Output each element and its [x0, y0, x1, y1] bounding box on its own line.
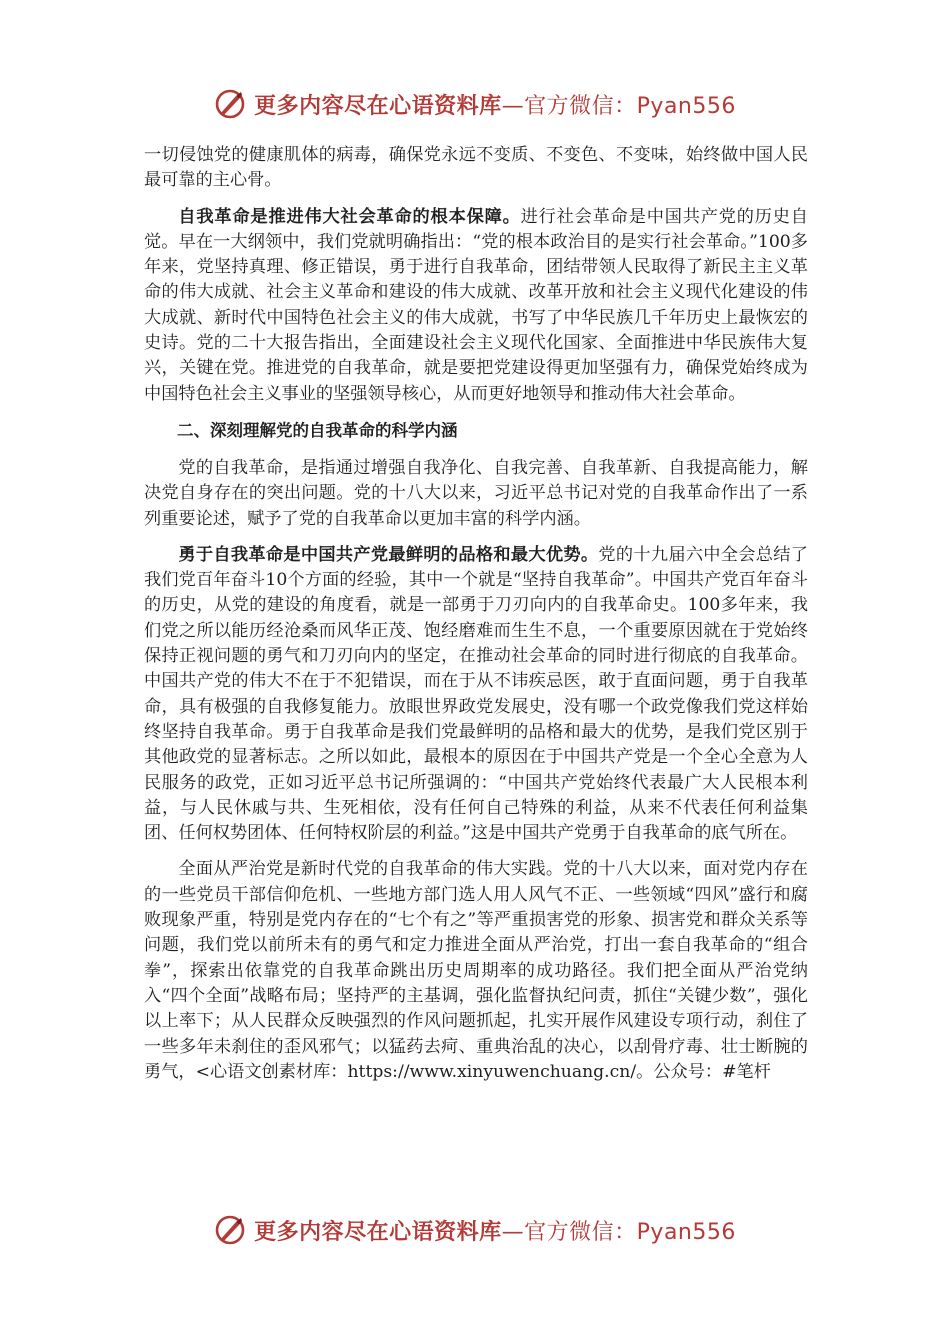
- paragraph-guarantee: 自我革命是推进伟大社会革命的根本保障。进行社会革命是中国共产党的历史自觉。早在一大纲领中，我们党就明确指出：“党的根本政治目的是实行社会革命。”100多年来，党坚持真理、修正错误，勇于进行自我革命，团结带领人民取得了新民主主义革命的伟大成就、社会主义革命和建设的伟大成就、改革开放和社会主义现代化建设的伟大成就、新时代中国特色社会主义的伟大成就，书写了中华民族几千年历史上最恢宏的史诗。党的二十大报告指出，全面建设社会主义现代化国家、全面推进中华民族伟大复兴，关键在党。推进党的自我革命，就是要把党建设得更加坚强有力，确保党始终成为中国特色社会主义事业的坚强领导核心，从而更好地领导和推动伟大社会革命。: [144, 206, 808, 404]
- section-heading: 二、深刻理解党的自我革命的科学内涵: [177, 420, 458, 440]
- pen-logo-icon: [214, 1214, 246, 1246]
- paragraph-character: 勇于自我革命是中国共产党最鲜明的品格和最大优势。党的十九届六中全会总结了我们党百年奋斗10个方面的经验，其中一个就是“坚持自我革命”。中国共产党百年奋斗的历史，从党的建设的角度看，就是一部勇于刀刃向内的自我革命史。100多年来，我们党之所以能历经沧桑而风华正茂、饱经磨难而生生不息，一个重要原因就在于党始终保持正视问题的勇气和刀刃向内的坚定，在推动社会革命的同时进行彻底的自我革命。中国共产党的伟大不在于不犯错误，而在于从不讳疾忌医，敢于直面问题，勇于自我革命，具有极强的自我修复能力。放眼世界政党发展史，没有哪一个政党像我们党这样始终坚持自我革命。勇于自我革命是我们党最鲜明的品格和最大的优势，是我们党区别于其他政党的显著标志。之所以如此，最根本的原因在于中国共产党是一个全心全意为人民服务的政党，正如习近平总书记所强调的：“中国共产党始终代表最广大人民根本利益，与人民休戚与共、生死相依，没有任何自己特殊的利益，从来不代表任何利益集团、任何权势团体、任何特权阶层的利益。”这是中国共产党勇于自我革命的底气所在。: [144, 544, 808, 844]
- paragraph-intro: 一切侵蚀党的健康肌体的病毒，确保党永远不变质、不变色、不变味，始终做中国人民最可靠的主心骨。: [144, 145, 808, 191]
- pen-logo-icon: [214, 88, 246, 120]
- header-banner: [0, 84, 950, 124]
- paragraph-lead: 勇于自我革命是中国共产党最鲜明的品格和最大优势。: [178, 544, 599, 565]
- paragraph-lead: 自我革命是推进伟大社会革命的根本保障。: [178, 206, 521, 227]
- header-text: 更多内容尽在心语资料库—官方微信：Pyan556: [254, 93, 736, 119]
- footer-text: 更多内容尽在心语资料库—官方微信：Pyan556: [254, 1219, 736, 1245]
- document-body: [144, 143, 808, 1096]
- paragraph-practice: 全面从严治党是新时代党的自我革命的伟大实践。党的十八大以来，面对党内存在的一些党员干部信仰危机、一些地方部门选人用人风气不正、一些领域“四风”盛行和腐败现象严重，特别是党内存在的“七个有之”等严重损害党的形象、损害党和群众关系等问题，我们党以前所未有的勇气和定力推进全面从严治党，打出一套自我革命的“组合拳”，探索出依靠党的自我革命跳出历史周期率的成功路径。我们把全面从严治党纳入“四个全面”战略布局；坚持严的主基调，强化监督执纪问责，抓住“关键少数”，强化以上率下；从人民群众反映强烈的作风问题抓起，扎实开展作风建设专项行动，刹住了一些多年未刹住的歪风邪气；以猛药去疴、重典治乱的决心，以刮骨疗毒、壮士断腕的勇气，<心语文创素材库：https://www.xinyuwenchuang.cn/。公众号：#笔杆: [144, 859, 808, 1082]
- footer-banner: [0, 1210, 950, 1250]
- paragraph-definition: 党的自我革命，是指通过增强自我净化、自我完善、自我革新、自我提高能力，解决党自身存在的突出问题。党的十八大以来，习近平总书记对党的自我革命作出了一系列重要论述，赋予了党的自我革命以更加丰富的科学内涵。: [144, 457, 808, 529]
